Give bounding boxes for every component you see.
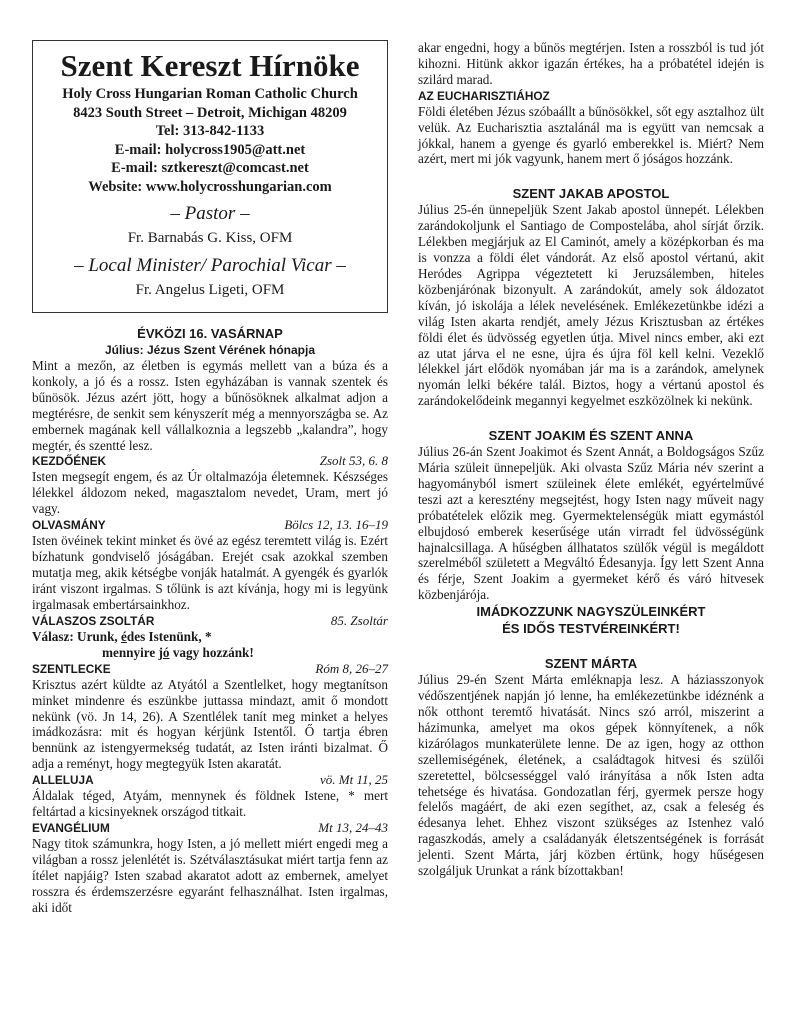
reading-label: SZENTLECKE bbox=[32, 661, 111, 676]
pastor-label: – Pastor – bbox=[170, 203, 250, 224]
reading-text: Isten megsegít engem, és az Úr oltalmazója életemnek. Készséges lélekkel áldozom neked, magasztalom nevedet, Uram, mert jó vagy. bbox=[32, 469, 388, 517]
newsletter-title: Szent Kereszt Hírnöke bbox=[60, 48, 360, 83]
reading-header-gospel bbox=[32, 820, 388, 836]
reading-ref: Róm 8, 26–27 bbox=[315, 660, 388, 676]
church-email-2: E-mail: sztkereszt@comcast.net bbox=[111, 160, 309, 176]
vicar-name: Fr. Angelus Ligeti, OFM bbox=[135, 282, 285, 298]
reading-label: OLVASMÁNY bbox=[32, 518, 106, 533]
reading-header-first bbox=[32, 517, 388, 533]
sunday-title: ÉVKÖZI 16. VASÁRNAP bbox=[137, 326, 283, 341]
jakab-title: SZENT JAKAB APOSTOL bbox=[512, 186, 670, 202]
marta-title: SZENT MÁRTA bbox=[544, 656, 638, 672]
reading-text: Nagy titok számunkra, hogy Isten, a jó mellett miért engedi meg a világban a rossz jelenlétét is. Szétválasztásukat miért tartja fenn az ítélet napjáig? Isten szabad akaratot adott az embernek, amelyet rosszra és érdemszerzésre egyaránt felhasználhat. Isten irgalmas, aki időt bbox=[32, 835, 388, 915]
reading-ref: 85. Zsoltár bbox=[330, 612, 388, 628]
masthead-box bbox=[32, 40, 388, 313]
reading-label: EVANGÉLIUM bbox=[32, 820, 110, 835]
reading-header-psalm bbox=[32, 613, 388, 629]
reading-ref: Zsolt 53, 6. 8 bbox=[319, 453, 388, 469]
prayer-callout-2: ÉS IDŐS TESTVÉREINKÉRT! bbox=[502, 621, 680, 637]
reading-text: Krisztus azért küldte az Atyától a Szentlelket, hogy megtanítson minket mindenre és eszünkbe juttassa mindazt, amit ő mondott nekünk (vö. Jn 14, 26). A Szentlélek tanít meg minket a helyes imádkozásra: mit és hogyan kérjünk Istentől. Ő tartja ébren bennünk az istengyermekség tudatát, az Isten iránti bizalmat. Ő adja a reményt, hogy megtegyük Isten akaratát. bbox=[32, 676, 388, 772]
reading-header-entrance bbox=[32, 453, 388, 469]
church-address: 8423 South Street – Detroit, Michigan 48209 bbox=[73, 104, 347, 121]
reading-text: Áldalak téged, Atyám, mennynek és földnek Istene, * mert feltártad a kicsinyeknek országod titkait. bbox=[32, 788, 388, 820]
reading-label: VÁLASZOS ZSOLTÁR bbox=[32, 613, 155, 628]
church-phone: Tel: 313-842-1133 bbox=[155, 123, 265, 139]
reading-header-second bbox=[32, 661, 388, 677]
prayer-callout-1: IMÁDKOZZUNK NAGYSZÜLEINKÉRT bbox=[476, 604, 706, 620]
eucharist-text: Földi életében Jézus szóbaállt a bűnösökkel, sőt egy asztalhoz ült velük. Az Eucharisztia asztalánál ma is együtt van nemcsak a jókkal, hanem a gyenge és gyarló emberekkel is. Miért? Nem azért, mert mi jók vagyunk, hanem mert ő jóságos hozzánk. bbox=[418, 103, 764, 167]
reading-header-alleluia bbox=[32, 772, 388, 788]
reading-label: KEZDŐÉNEK bbox=[32, 454, 107, 469]
church-name: Holy Cross Hungarian Roman Catholic Church bbox=[62, 86, 358, 102]
gospel-continuation: akar engedni, hogy a bűnös megtérjen. Isten a rosszból is tud jót kihozni. Hitünk akkor igazán értékes, ha a próbatétel idején is szilárd marad. bbox=[418, 40, 764, 87]
psalm-response-line-1: Válasz: Urunk, édes Istenünk, * bbox=[32, 628, 212, 644]
reading-ref: vö. Mt 11, 25 bbox=[320, 772, 388, 788]
reading-label: ALLELUJA bbox=[32, 773, 94, 788]
eucharist-label: AZ EUCHARISZTIÁHOZ bbox=[418, 88, 550, 103]
reading-text: Isten övéinek tekint minket és övé az egész teremtett világ is. Ezért bízhatunk gondviselő jóságában. Erejét csak azokkal szemben mutatja meg, akik kétségbe vonják hatalmát. A gyengék és gyarlók iránt viszont irgalmas. S tőlünk is azt kívánja, hogy mi is legyünk irgalmasak embertársainkhoz. bbox=[32, 533, 388, 612]
joakim-text: Július 26-án Szent Joakimot és Szent Annát, a Boldogságos Szűz Mária szüleit ünnepeljük. Aki olvasta Szűz Mária név szerint a hagyományból ismert szüleinek élete emlékét, egyértelművé teszi azt a keresztény megsejtést, hogy Isten nagy műveit nagy próbatételek előzik meg. Gyermektelenségük miatt egymástól elbujdosó emberek keserűsége után virradt fel üdvösségünk hajnalcsillaga. A hűségben állhatatos szülők végül is megáldott szerelméből született a Megváltó Édesanyja. Így lett Szent Anna és férje, Szent Joakim a gyermeket kérő és váró hitvesek közbenjárója. bbox=[418, 444, 764, 603]
left-column bbox=[32, 40, 388, 915]
month-subtitle: Július: Jézus Szent Vérének hónapja bbox=[104, 343, 316, 357]
pastor-name: Fr. Barnabás G. Kiss, OFM bbox=[127, 230, 293, 246]
church-email-1: E-mail: holycross1905@att.net bbox=[114, 141, 306, 158]
right-column bbox=[418, 40, 764, 879]
reading-ref: Mt 13, 24–43 bbox=[318, 819, 388, 835]
church-website: Website: www.holycrosshungarian.com bbox=[88, 178, 332, 195]
marta-text: Július 29-én Szent Márta emléknapja lesz. A háziasszonyok védőszentjének napján jó lenne, ha emlékezetünkbe idéznénk a nők otthont teremtő hivatását. Nincs szó arról, miszerint a házimunka, amelyet ma okos gépek könnyítenek, a nők kizárólagos munkaterülete lenne. De az igen, hogy az otthon szellemiségének, életének, a családtagok hitvesi és szülői szeretettel, bölcsességgel való irányítása a nők Isten adta tehetsége és hivatása. Gondozatlan férj, gyermek persze hogy felelős magáért, de aki ezen segíthet, az, csak a feleség és édesanya lehet. Ehhez viszont szükséges az Istenhez való ragaszkodás, amely a családanyák életszentségének is forrását jelenti. Szent Márta, járj közben értünk, hogy hűségesen szolgáljuk Urunkat a ránk bízottakban! bbox=[418, 672, 764, 879]
sunday-intro: Mint a mezőn, az életben is egymás mellett van a búza és a konkoly, a jó és a rossz. Isten egyházában is vannak szentek és bűnösök. Jézus azért jött, hogy a bűnösöknek alkalmat adjon a megtérésre, de senkit sem kényszerít még a mennyországba se. Az embernek magának kell vállalkoznia a legszebb „kalandra”, hogy megtér, és szentté lesz. bbox=[32, 358, 388, 453]
psalm-response-line-2: mennyire jó vagy hozzánk! bbox=[102, 644, 254, 660]
reading-ref: Bölcs 12, 13. 16–19 bbox=[284, 517, 388, 533]
vicar-label: – Local Minister/ Parochial Vicar – bbox=[74, 255, 346, 276]
jakab-text: Július 25-én ünnepeljük Szent Jakab apostol ünnepét. Lélekben zarándokoljunk el Santiago de Compostelába, ahol sírját őrzik. Lélekben megjárjuk az El Caminót, amely a középkorban és ma is vonzza a földi élet vándorát. Az első apostol vértanú, akit Heródes Agrippa végeztetett ki Jeruzsálemben, hiteles közbenjárónak bizonyult. A zarándokút, amely sok áldozatot kíván, jó iskolája a lélek nevelésének. Emlékezetünkbe idézi a világ Isten akarta rendjét, amely Jézus Krisztusban az értékes földi élet és üdvösség egyetlen útja. Mivel nincs ember, aki ezt az utat járva el ne esne, újra és újra föl kell kelni. Vezeklő lélekkel járt elődök nyomában jár ma is a zarándok, amelynek nyomán lelki békére talál. Biztos, hogy a vértanú apostol és zarándokelődeink megannyi kegyelmet eszközölnek ki nekünk. bbox=[418, 202, 764, 409]
joakim-title: SZENT JOAKIM ÉS SZENT ANNA bbox=[488, 428, 694, 444]
reading-header-eucharist bbox=[418, 88, 764, 104]
